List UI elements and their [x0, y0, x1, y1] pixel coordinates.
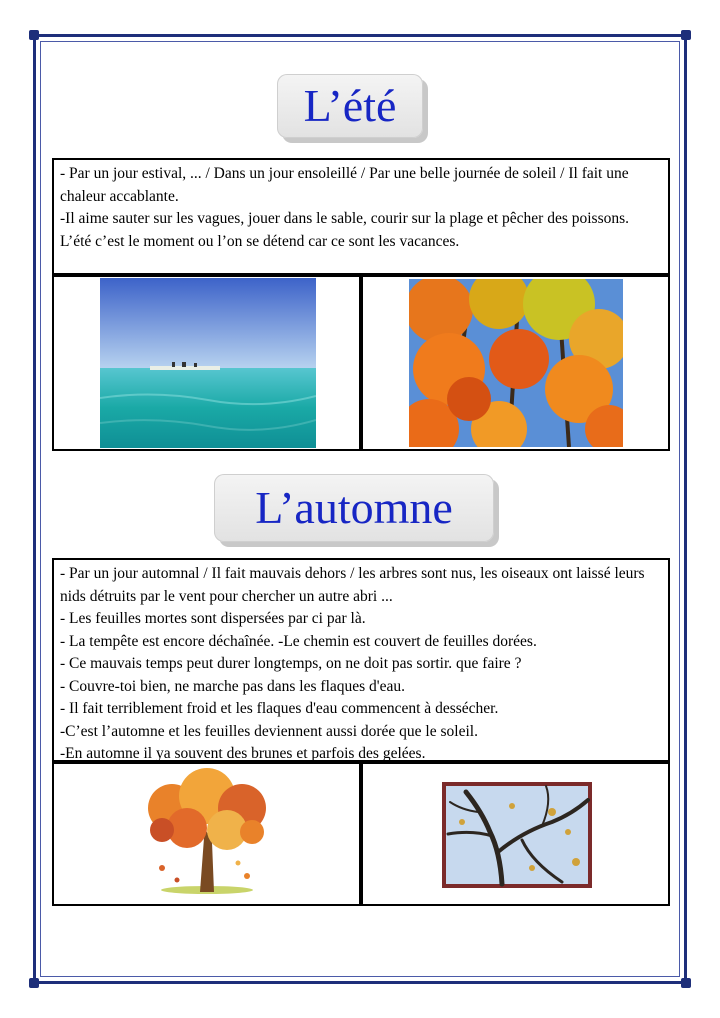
autumn-paragraph-2: - Les feuilles mortes sont dispersées par ci par là. [60, 610, 366, 627]
corner-ornament [29, 30, 39, 40]
sea-photo [100, 278, 316, 448]
corner-ornament [681, 30, 691, 40]
autumn-image-cell-right [361, 762, 670, 906]
autumn-image-cell-left [52, 762, 361, 906]
autumn-title: L’automne [214, 474, 494, 542]
bare-branches-photo [442, 782, 592, 888]
summer-image-cell-right [361, 275, 670, 451]
autumn-paragraph-1: - Par un jour automnal / Il fait mauvais dehors / les arbres sont nus, les oiseaux ont laissé leurs nids détruits par le vent pour chercher un autre abri ... [60, 565, 645, 605]
autumn-paragraph-6: - Il fait terriblement froid et les flaques d'eau commencent à dessécher. [60, 700, 499, 717]
autumn-paragraph-3: - La tempête est encore déchaînée. -Le chemin est couvert de feuilles dorées. [60, 632, 537, 650]
autumn-trees-photo [409, 279, 623, 447]
autumn-paragraph-5: - Couvre-toi bien, ne marche pas dans les flaques d'eau. [60, 677, 405, 695]
corner-ornament [681, 978, 691, 988]
autumn-paragraph-7: -C’est l’automne et les feuilles deviennent aussi dorée que le soleil. [60, 722, 478, 740]
autumn-paragraph-8: -En automne il ya souvent des brunes et parfois des gelées. [60, 745, 426, 762]
corner-ornament [29, 978, 39, 988]
autumn-paragraph-4: - Ce mauvais temps peut durer longtemps, on ne doit pas sortir. que faire ? [60, 655, 522, 672]
summer-title: L’été [277, 74, 423, 138]
autumn-text-box [52, 558, 670, 762]
summer-paragraph-1: - Par un jour estival, ... / Dans un jour ensoleillé / Par une belle journée de soleil / Il fait une chaleur accablante. [60, 165, 629, 205]
autumn-tree-illustration [142, 768, 272, 896]
summer-paragraph-2: -Il aime sauter sur les vagues, jouer dans le sable, courir sur la plage et pêcher des poissons. L’été c’est le moment ou l’on se détend car ce sont les vacances. [60, 210, 630, 250]
summer-image-cell-left [52, 275, 361, 451]
summer-text-box [52, 158, 670, 275]
